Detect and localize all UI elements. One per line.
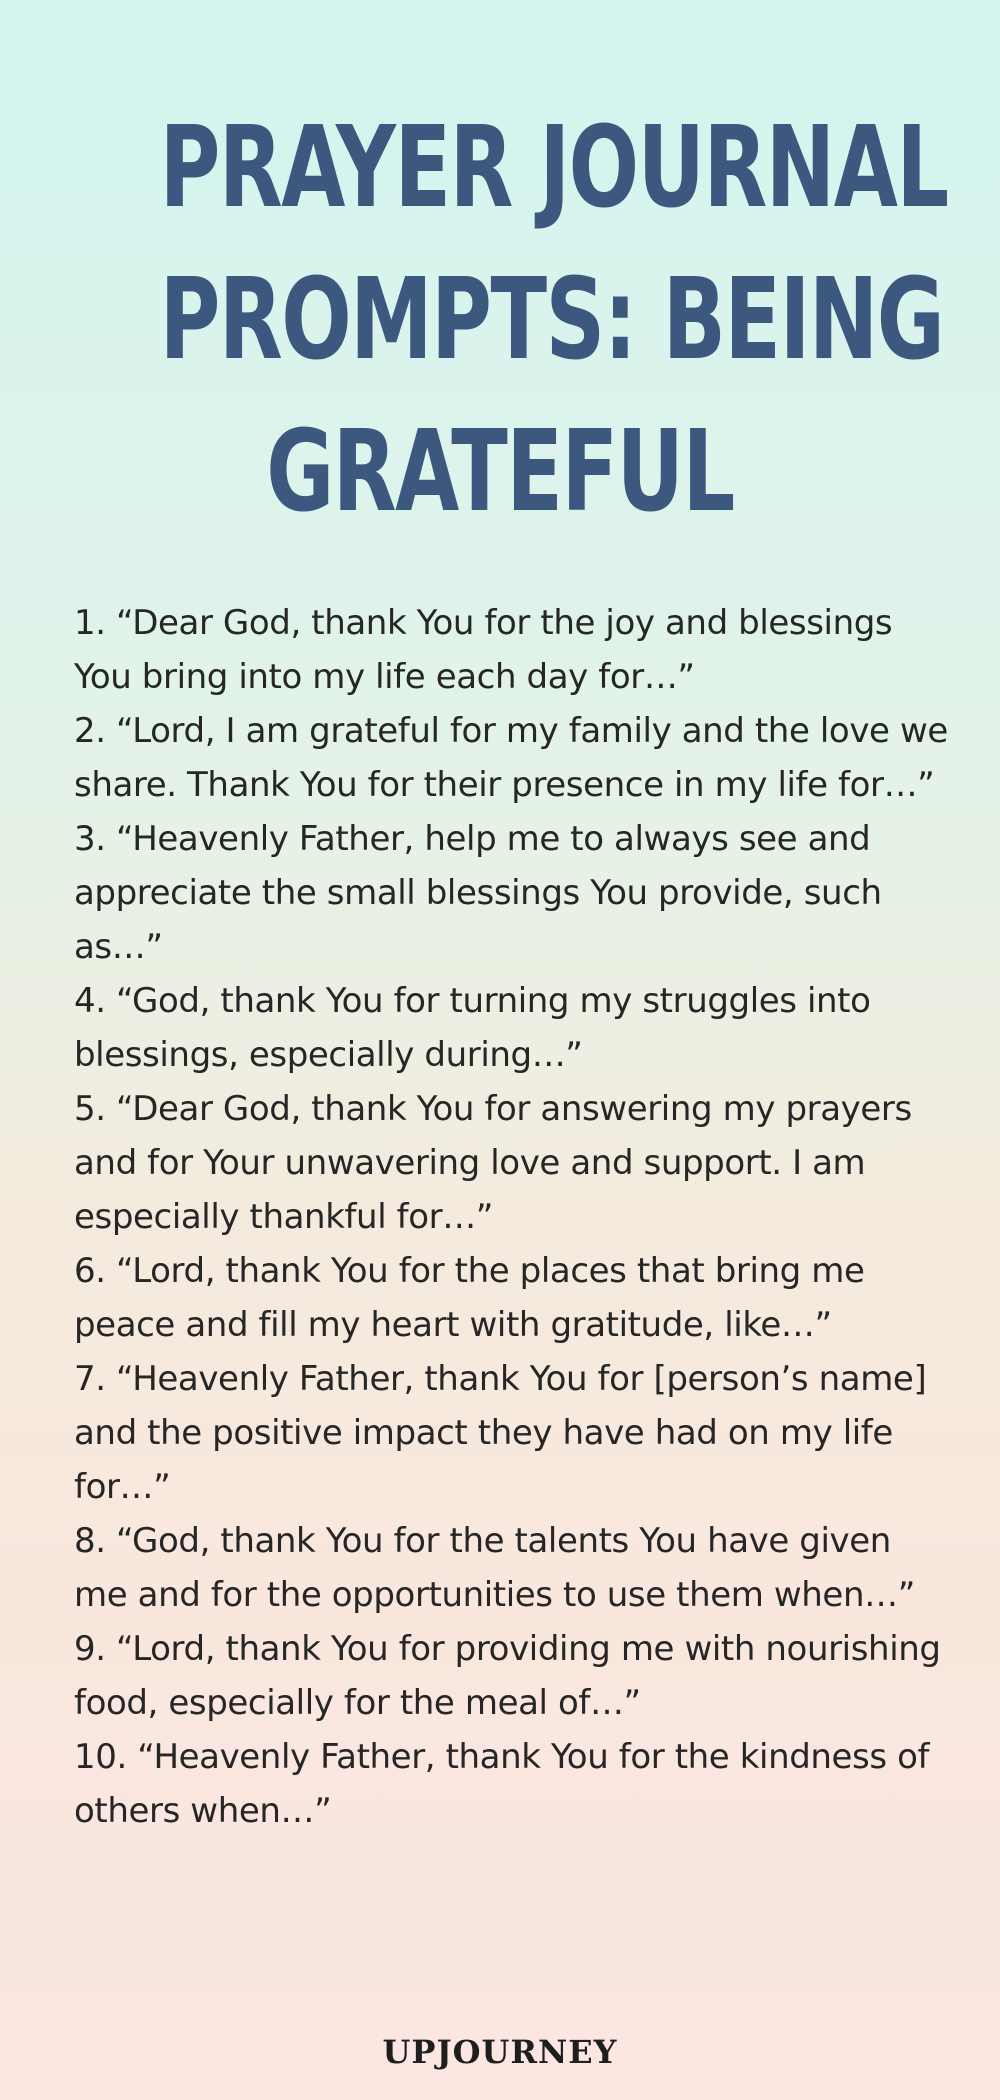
title-line-1: PRAYER JOURNAL <box>159 103 948 233</box>
prompt-item-10: 10. “Heavenly Father, thank You for the kindness of others when…” <box>74 1737 930 1831</box>
prompt-item-5: 5. “Dear God, thank You for answering my prayers and for Your unwavering love and support. I am especially thankful for…” <box>74 1089 912 1237</box>
prompt-item-7: 7. “Heavenly Father, thank You for [person’s name] and the positive impact they have had on my life for…” <box>74 1359 927 1507</box>
brand-logo: UPJOURNEY <box>382 2033 618 2071</box>
prompt-item-3: 3. “Heavenly Father, help me to always see and appreciate the small blessings You provide, such as…” <box>74 819 882 967</box>
prompt-item-4: 4. “God, thank You for turning my struggles into blessings, especially during…” <box>74 981 871 1075</box>
prompt-item-6: 6. “Lord, thank You for the places that bring me peace and fill my heart with gratitude, like…” <box>74 1251 865 1345</box>
prompt-item-1: 1. “Dear God, thank You for the joy and blessings You bring into my life each day for…” <box>74 603 893 697</box>
prompt-item-2: 2. “Lord, I am grateful for my family and the love we share. Thank You for their presence in my life for…” <box>74 711 948 805</box>
title-line-3: GRATEFUL <box>266 407 734 537</box>
page-title <box>159 92 948 548</box>
prompt-list <box>74 596 954 1838</box>
title-line-2: PROMPTS: BEING <box>159 255 944 385</box>
prompt-item-8: 8. “God, thank You for the talents You have given me and for the opportunities to use them when…” <box>74 1521 915 1615</box>
prompt-item-9: 9. “Lord, thank You for providing me with nourishing food, especially for the meal of…” <box>74 1629 941 1723</box>
